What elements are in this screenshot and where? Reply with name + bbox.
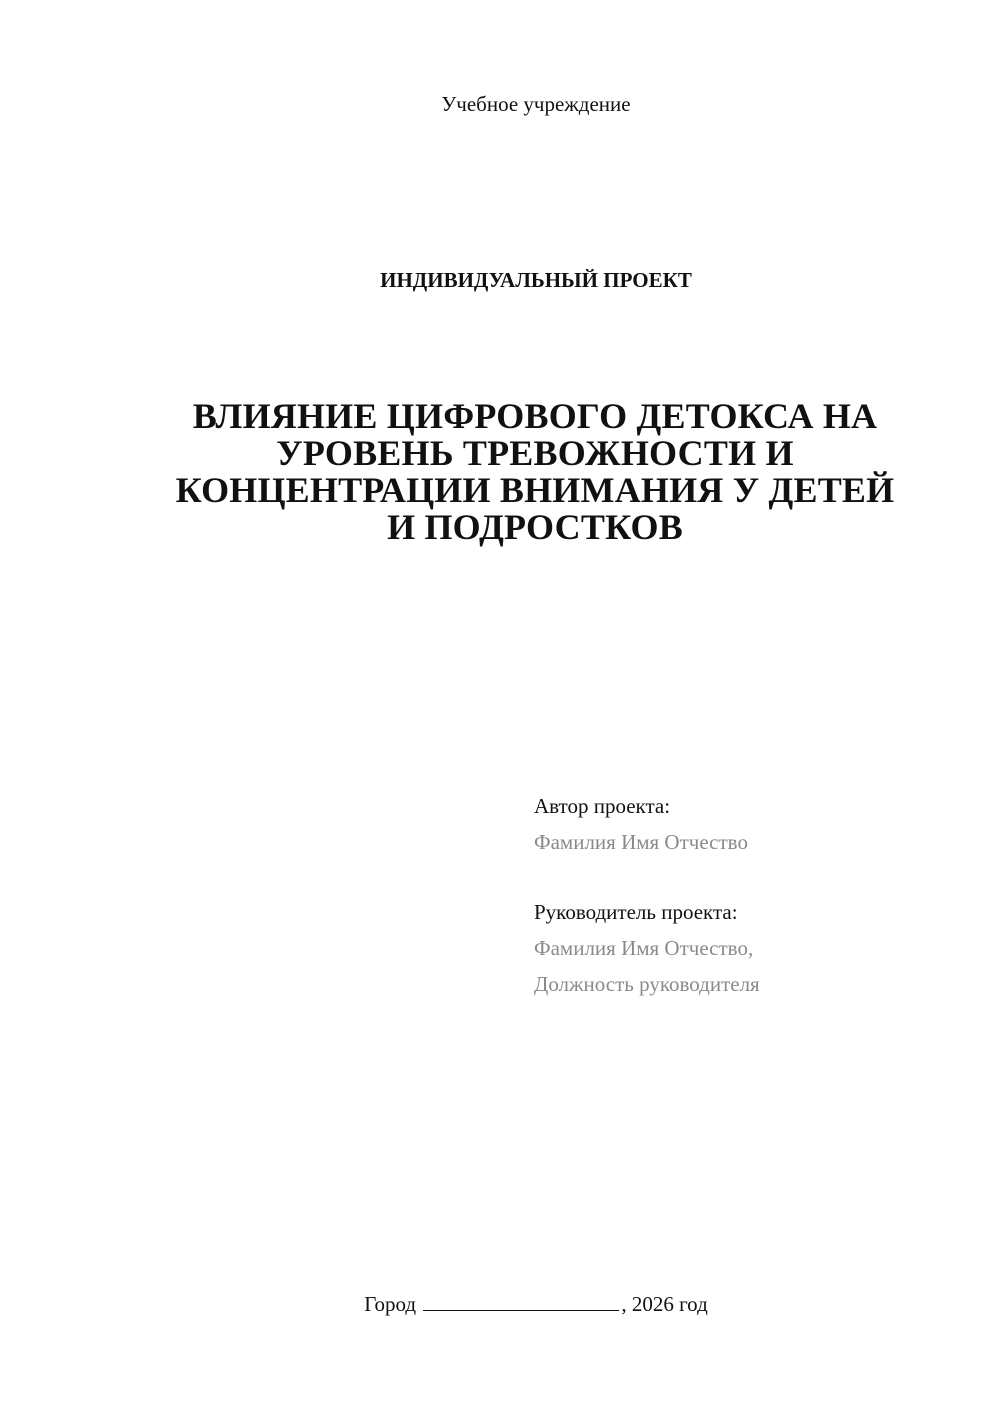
author-name: Фамилия Имя Отчество	[534, 830, 748, 854]
supervisor-position: Должность руководителя	[534, 972, 760, 996]
institution-name: Учебное учреждение	[441, 92, 631, 116]
project-title-line: И ПОДРОСТКОВ	[387, 507, 683, 547]
city-blank-line	[423, 1290, 619, 1311]
supervisor-label: Руководитель проекта:	[534, 900, 738, 924]
project-info-block	[534, 788, 760, 1002]
project-title-line: КОНЦЕНТРАЦИИ ВНИМАНИЯ У ДЕТЕЙ	[175, 470, 895, 510]
author-label: Автор проекта:	[534, 794, 671, 818]
year-text: , 2026 год	[621, 1292, 708, 1316]
city-label: Город	[364, 1292, 417, 1316]
project-type-heading: ИНДИВИДУАЛЬНЫЙ ПРОЕКТ	[380, 268, 692, 292]
info-spacer	[534, 860, 760, 894]
project-title-line: УРОВЕНЬ ТРЕВОЖНОСТИ И	[276, 433, 794, 473]
footer-city-year	[0, 1290, 1000, 1317]
supervisor-name: Фамилия Имя Отчество,	[534, 936, 754, 960]
project-title-line: ВЛИЯНИЕ ЦИФРОВОГО ДЕТОКСА НА	[192, 396, 878, 436]
project-title	[130, 398, 940, 546]
